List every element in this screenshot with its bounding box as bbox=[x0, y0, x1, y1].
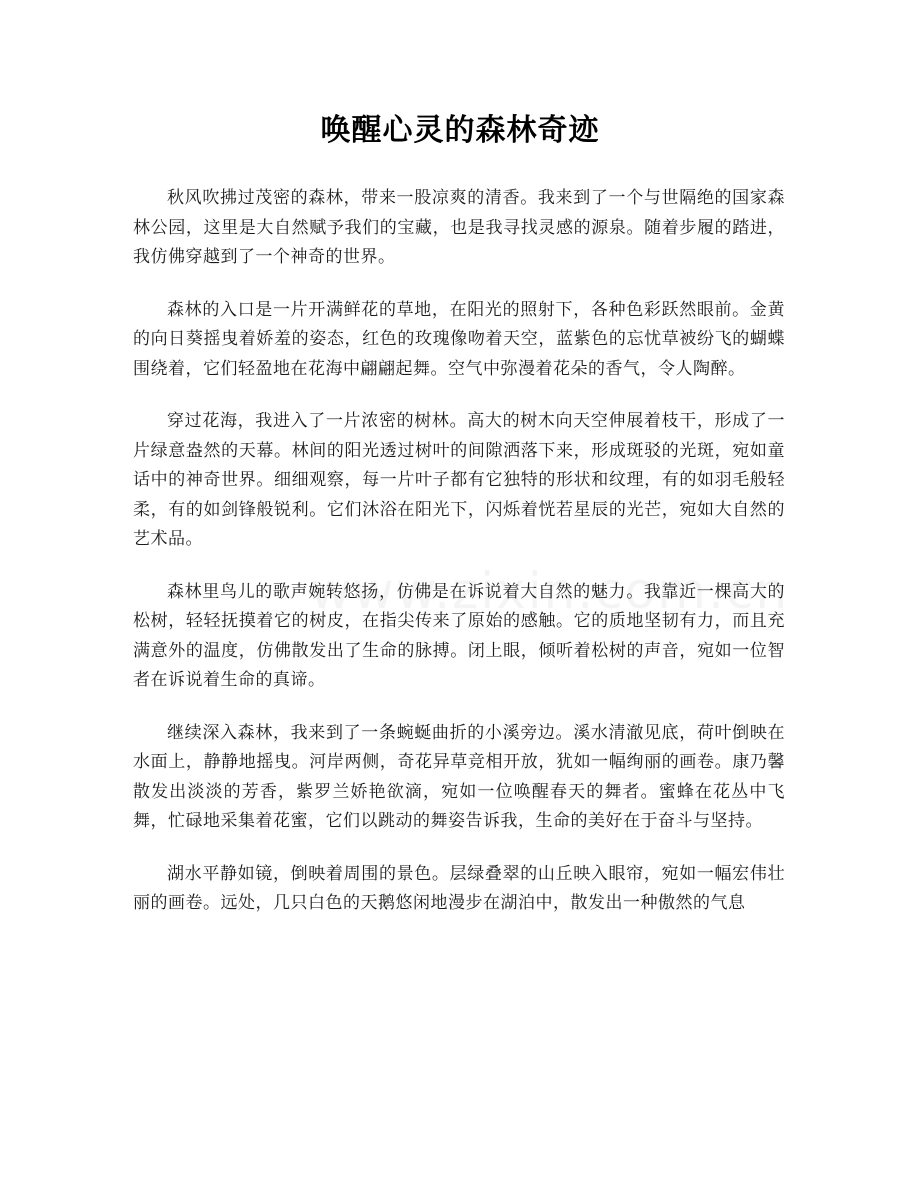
paragraph-5: 继续深入森林，我来到了一条蜿蜒曲折的小溪旁边。溪水清澈见底，荷叶倒映在水面上，静静地摇曳。河岸两侧，奇花异草竞相开放，犹如一幅绚丽的画卷。康乃馨散发出淡淡的芳香，紫罗兰娇艳欲滴，宛如一位唤醒春天的舞者。蜜蜂在花丛中飞舞，忙碌地采集着花蜜，它们以跳动的舞姿告诉我，生命的美好在于奋斗与坚持。 bbox=[133, 722, 785, 831]
paragraph-3: 穿过花海，我进入了一片浓密的树林。高大的树木向天空伸展着枝干，形成了一片绿意盎然的天幕。林间的阳光透过树叶的间隙洒落下来，形成斑驳的光斑，宛如童话中的神奇世界。细细观察，每一片叶子都有它独特的形状和纹理，有的如羽毛般轻柔，有的如剑锋般锐利。它们沐浴在阳光下，闪烁着恍若星辰的光芒，宛如大自然的艺术品。 bbox=[133, 411, 785, 549]
document-title: 唤醒心灵的森林奇迹 bbox=[320, 113, 600, 148]
paragraph-2: 森林的入口是一片开满鲜花的草地，在阳光的照射下，各种色彩跃然眼前。金黄的向日葵摇曳着娇羞的姿态，红色的玫瑰像吻着天空，蓝紫色的忘忧草被纷飞的蝴蝶围绕着，它们轻盈地在花海中翩翩起舞。空气中弥漫着花朵的香气，令人陶醉。 bbox=[133, 299, 785, 379]
paragraph-6: 湖水平静如镜，倒映着周围的景色。层绿叠翠的山丘映入眼帘，宛如一幅宏伟壮丽的画卷。远处，几只白色的天鹅悠闲地漫步在湖泊中，散发出一种傲然的气息 bbox=[133, 863, 785, 913]
paragraph-1: 秋风吹拂过茂密的森林，带来一股凉爽的清香。我来到了一个与世隔绝的国家森林公园，这里是大自然赋予我们的宝藏，也是我寻找灵感的源泉。随着步履的踏进，我仿佛穿越到了一个神奇的世界。 bbox=[133, 188, 785, 267]
paragraph-4: 森林里鸟儿的歌声婉转悠扬，仿佛是在诉说着大自然的魅力。我靠近一棵高大的松树，轻轻抚摸着它的树皮，在指尖传来了原始的感触。它的质地坚韧有力，而且充满意外的温度，仿佛散发出了生命的脉搏。闭上眼，倾听着松树的声音，宛如一位智者在诉说着生命的真谛。 bbox=[133, 581, 785, 690]
document-body bbox=[133, 184, 785, 942]
